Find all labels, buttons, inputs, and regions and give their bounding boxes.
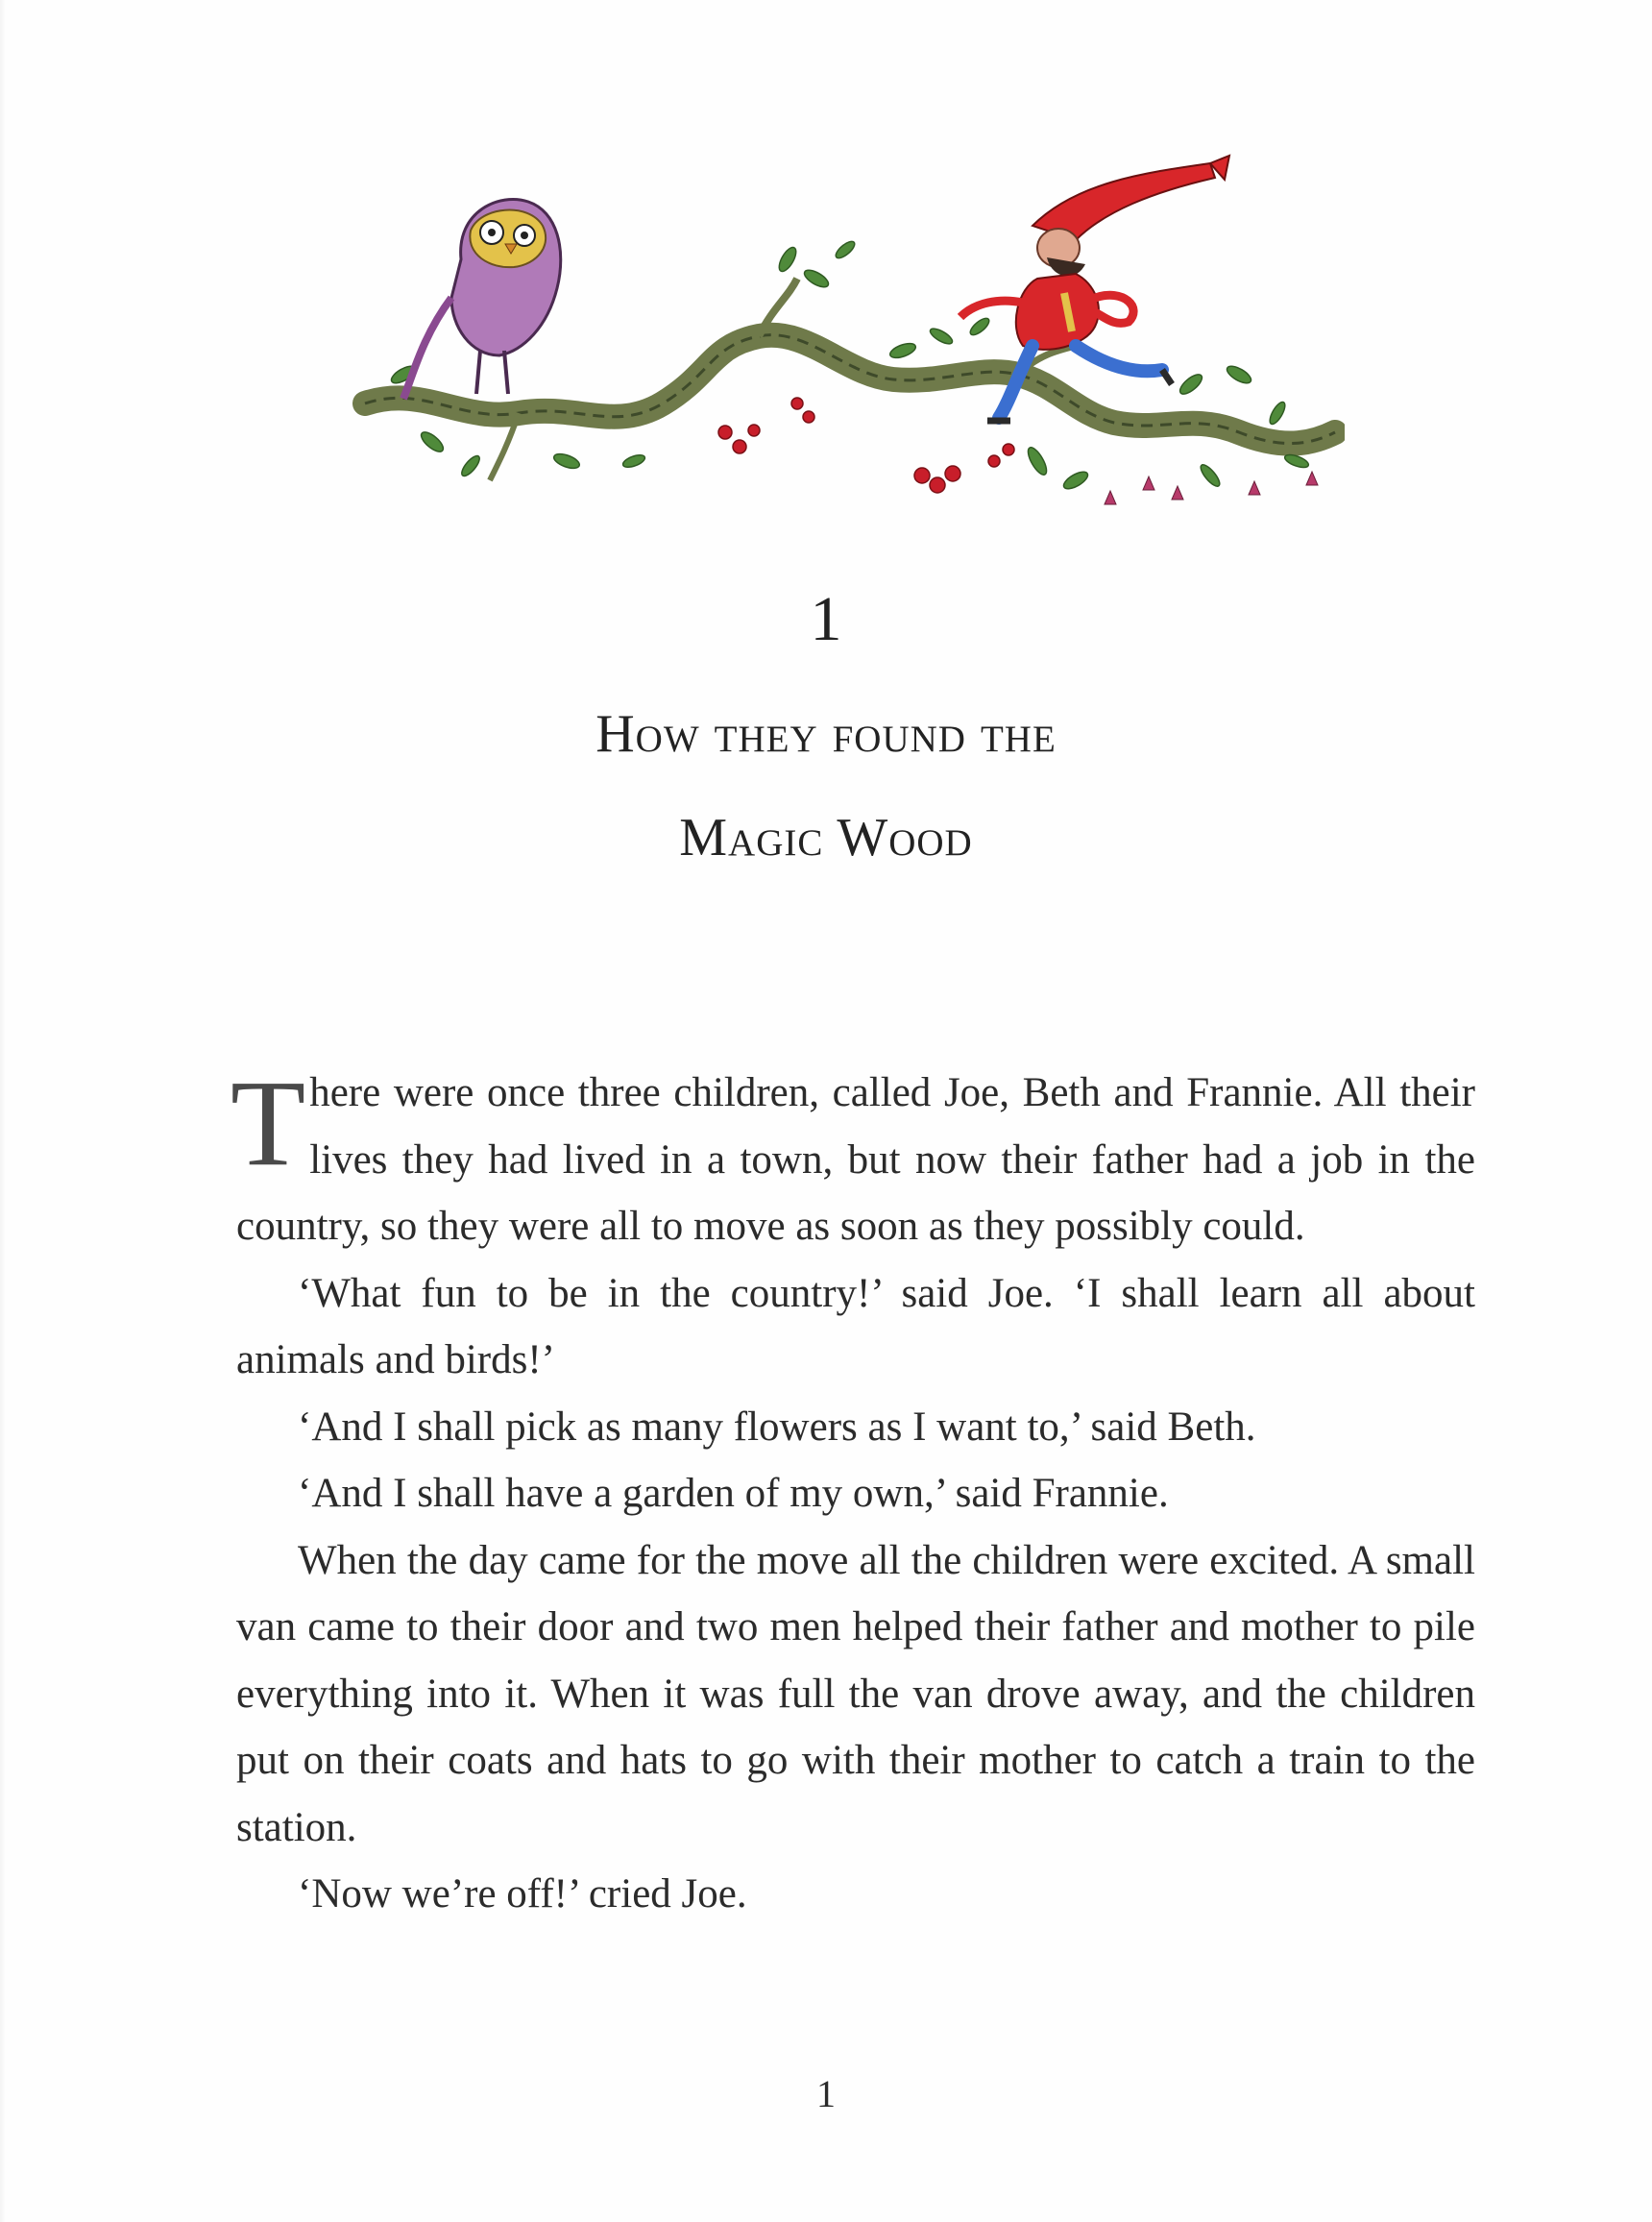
drop-cap: T (231, 1055, 306, 1191)
page-number: 1 (816, 2072, 836, 2115)
owl-drawing (403, 200, 561, 400)
paragraph-1-text: here were once three children, called Joe, Beth and Frannie. All their lives they had lived in a town, but now their father had a job in the country, so they were all to move as soon as they possibly could. (236, 1070, 1475, 1249)
paragraph-6: ‘Now we’re off!’ cried Joe. (298, 1871, 747, 1917)
scan-edge-shade (0, 0, 6, 2222)
paragraph-2: ‘What fun to be in the country!’ said Joe. ‘I shall learn all about animals and birds!’ (236, 1270, 1475, 1382)
paragraph-5: When the day came for the move all the children were excited. A small van came to their door and two men helped their father and mother to pile everything into it. When it was full the van drove away, and the children put on their coats and hats to go with their mother to catch a train to the station. (236, 1537, 1475, 1850)
chapter-title-line-1: How they found the (595, 704, 1057, 764)
chapter-title (0, 682, 1652, 890)
owl-and-gnome-on-branch-illustration (346, 144, 1345, 576)
berries (718, 398, 1014, 493)
paragraph-3: ‘And I shall pick as many flowers as I want to,’ said Beth. (298, 1404, 1256, 1450)
chapter-title-line-2: Magic Wood (679, 808, 973, 867)
chapter-number: 1 (810, 584, 842, 654)
paragraph-1 (231, 1055, 1475, 1260)
chapter-body-text (231, 1055, 1475, 1928)
paragraph-4: ‘And I shall have a garden of my own,’ said Frannie. (298, 1471, 1169, 1516)
